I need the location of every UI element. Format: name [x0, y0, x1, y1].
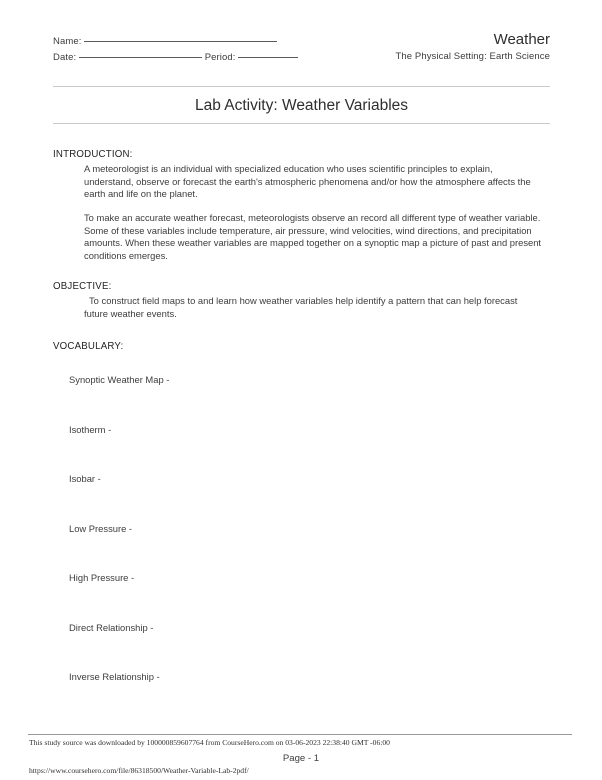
date-label: Date:	[53, 52, 77, 63]
vocabulary-term-label: Synoptic Weather Map -	[69, 374, 170, 385]
vocabulary-term	[69, 622, 489, 672]
section-heading-vocabulary: VOCABULARY:	[53, 341, 124, 352]
source-url[interactable]: https://www.coursehero.com/file/86318500/Weather-Variable-Lab-2pdf/	[29, 766, 249, 775]
vocabulary-term	[69, 671, 489, 721]
objective-paragraph: To construct field maps to and learn how weather variables help identify a pattern that can help forecast future weather events.	[84, 295, 518, 319]
introduction-paragraph-1: A meteorologist is an individual with specialized education who uses scientific principles to explain, understand, observe or forecast the earth's atmospheric phenomena and/or how the atmosphere affects the earth and life on the planet.	[84, 163, 531, 200]
vocabulary-term-label: High Pressure -	[69, 572, 135, 583]
name-label: Name:	[53, 36, 82, 47]
download-watermark-note: This study source was downloaded by 100000859607764 from CourseHero.com on 03-06-2023 22:38:40 GMT -06:00	[29, 738, 390, 747]
student-info-block	[53, 33, 353, 65]
introduction-paragraph-2: To make an accurate weather forecast, meteorologists observe an record all different type of weather variable. Some of these variables include temperature, air pressure, wind velocities, wind directions, and precipitation amounts. When these weather variables are mapped together on a synoptic map a picture of past and present conditions emerges.	[84, 212, 542, 261]
vocabulary-term-label: Direct Relationship -	[69, 621, 154, 633]
vocabulary-term	[69, 473, 489, 523]
course-info-block	[395, 30, 550, 64]
name-field-row	[53, 33, 353, 49]
footer-divider	[28, 734, 572, 735]
page-number: Page - 1	[282, 753, 320, 764]
course-title: Weather	[493, 31, 550, 48]
page-title: Lab Activity: Weather Variables	[194, 97, 409, 114]
vocabulary-list	[69, 374, 489, 721]
vocabulary-term-label: Low Pressure -	[69, 522, 133, 534]
title-rule-bottom	[53, 123, 550, 124]
vocabulary-term	[69, 572, 489, 622]
vocabulary-term-label: Isobar -	[69, 473, 101, 484]
course-subtitle: The Physical Setting: Earth Science	[395, 51, 550, 62]
vocabulary-term	[69, 374, 489, 424]
page-header	[0, 33, 602, 79]
date-period-field-row	[53, 49, 353, 65]
period-label: Period:	[204, 52, 236, 63]
title-rule-top	[53, 86, 550, 87]
vocabulary-term-label: Isotherm -	[69, 423, 112, 435]
vocabulary-term	[69, 523, 489, 573]
period-write-in-line[interactable]	[238, 49, 298, 58]
vocabulary-term-label: Inverse Relationship -	[69, 671, 160, 682]
date-write-in-line[interactable]	[79, 49, 202, 58]
section-heading-introduction: INTRODUCTION:	[53, 149, 133, 160]
section-heading-objective: OBJECTIVE:	[53, 281, 112, 292]
vocabulary-term	[69, 424, 489, 474]
name-write-in-line[interactable]	[84, 33, 277, 42]
